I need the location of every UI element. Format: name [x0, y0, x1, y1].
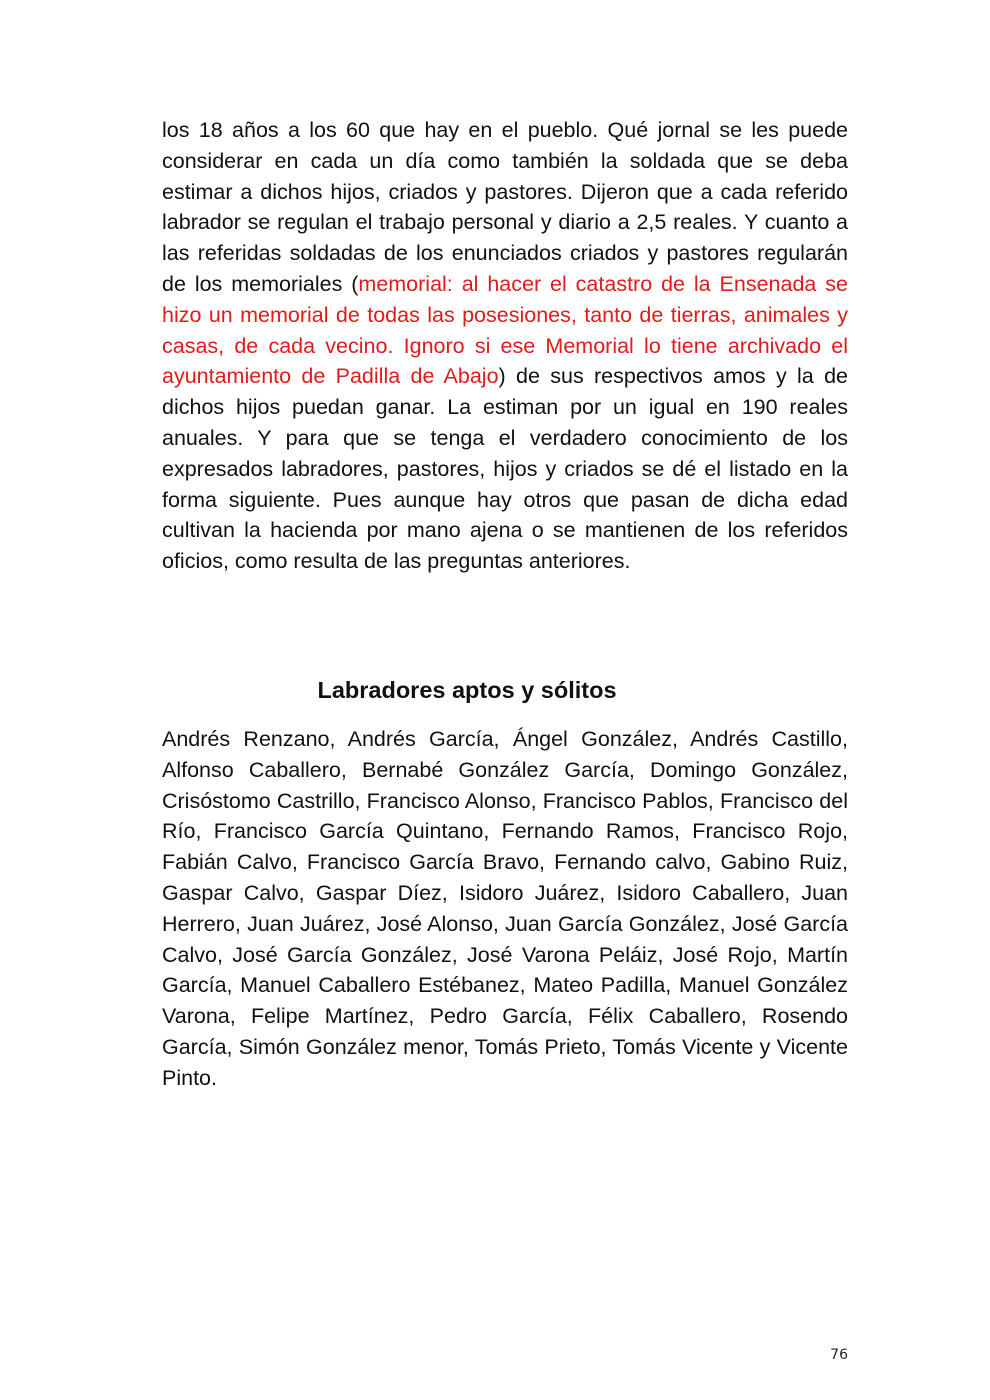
red-annotation: memorial: al hacer el catastro de la Ensenada se hizo un memorial de todas las posesiones, tanto de tierras, animales y casas, de cada vecino. Ignoro si ese Memorial lo tiene archivado el ayuntamiento de Padilla de Abajo	[162, 271, 848, 389]
page-number: 76	[830, 1347, 848, 1363]
body-paragraph	[162, 115, 848, 577]
paragraph-text-before-annotation: los 18 años a los 60 que hay en el pueblo. Qué jornal se les puede considerar en cada un día como también la soldada que se deba estimar a dichos hijos, criados y pastores. Dijeron que a cada referido labrador se regulan el trabajo personal y diario a 2,5 reales. Y cuanto a las referidas soldadas de los enunciados criados y pastores regularán de los memoriales (	[162, 118, 848, 296]
names-list-paragraph: Andrés Renzano, Andrés García, Ángel González, Andrés Castillo, Alfonso Caballero, Bernabé González García, Domingo González, Crisóstomo Castrillo, Francisco Alonso, Francisco Pablos, Francisco del Río, Francisco García Quintano, Fernando Ramos, Francisco Rojo, Fabián Calvo, Francisco García Bravo, Fernando calvo, Gabino Ruiz, Gaspar Calvo, Gaspar Díez, Isidoro Juárez, Isidoro Caballero, Juan Herrero, Juan Juárez, José Alonso, Juan García González, José García Calvo, José García González, José Varona Peláiz, José Rojo, Martín García, Manuel Caballero Estébanez, Mateo Padilla, Manuel González Varona, Felipe Martínez, Pedro García, Félix Caballero, Rosendo García, Simón González menor, Tomás Prieto, Tomás Vicente y Vicente Pinto.	[162, 727, 848, 1090]
section-heading: Labradores aptos y sólitos	[317, 677, 617, 703]
paragraph-text-after-annotation: ) de sus respectivos amos y la de dichos hijos puedan ganar. La estiman por un igual en 190 reales anuales. Y para que se tenga el verdadero conocimiento de los expresados labradores, pastores, hijos y criados se dé el listado en la forma siguiente. Pues aunque hay otros que pasan de dicha edad cultivan la hacienda por mano ajena o se mantienen de los referidos oficios, como resulta de las preguntas anteriores.	[162, 364, 848, 574]
